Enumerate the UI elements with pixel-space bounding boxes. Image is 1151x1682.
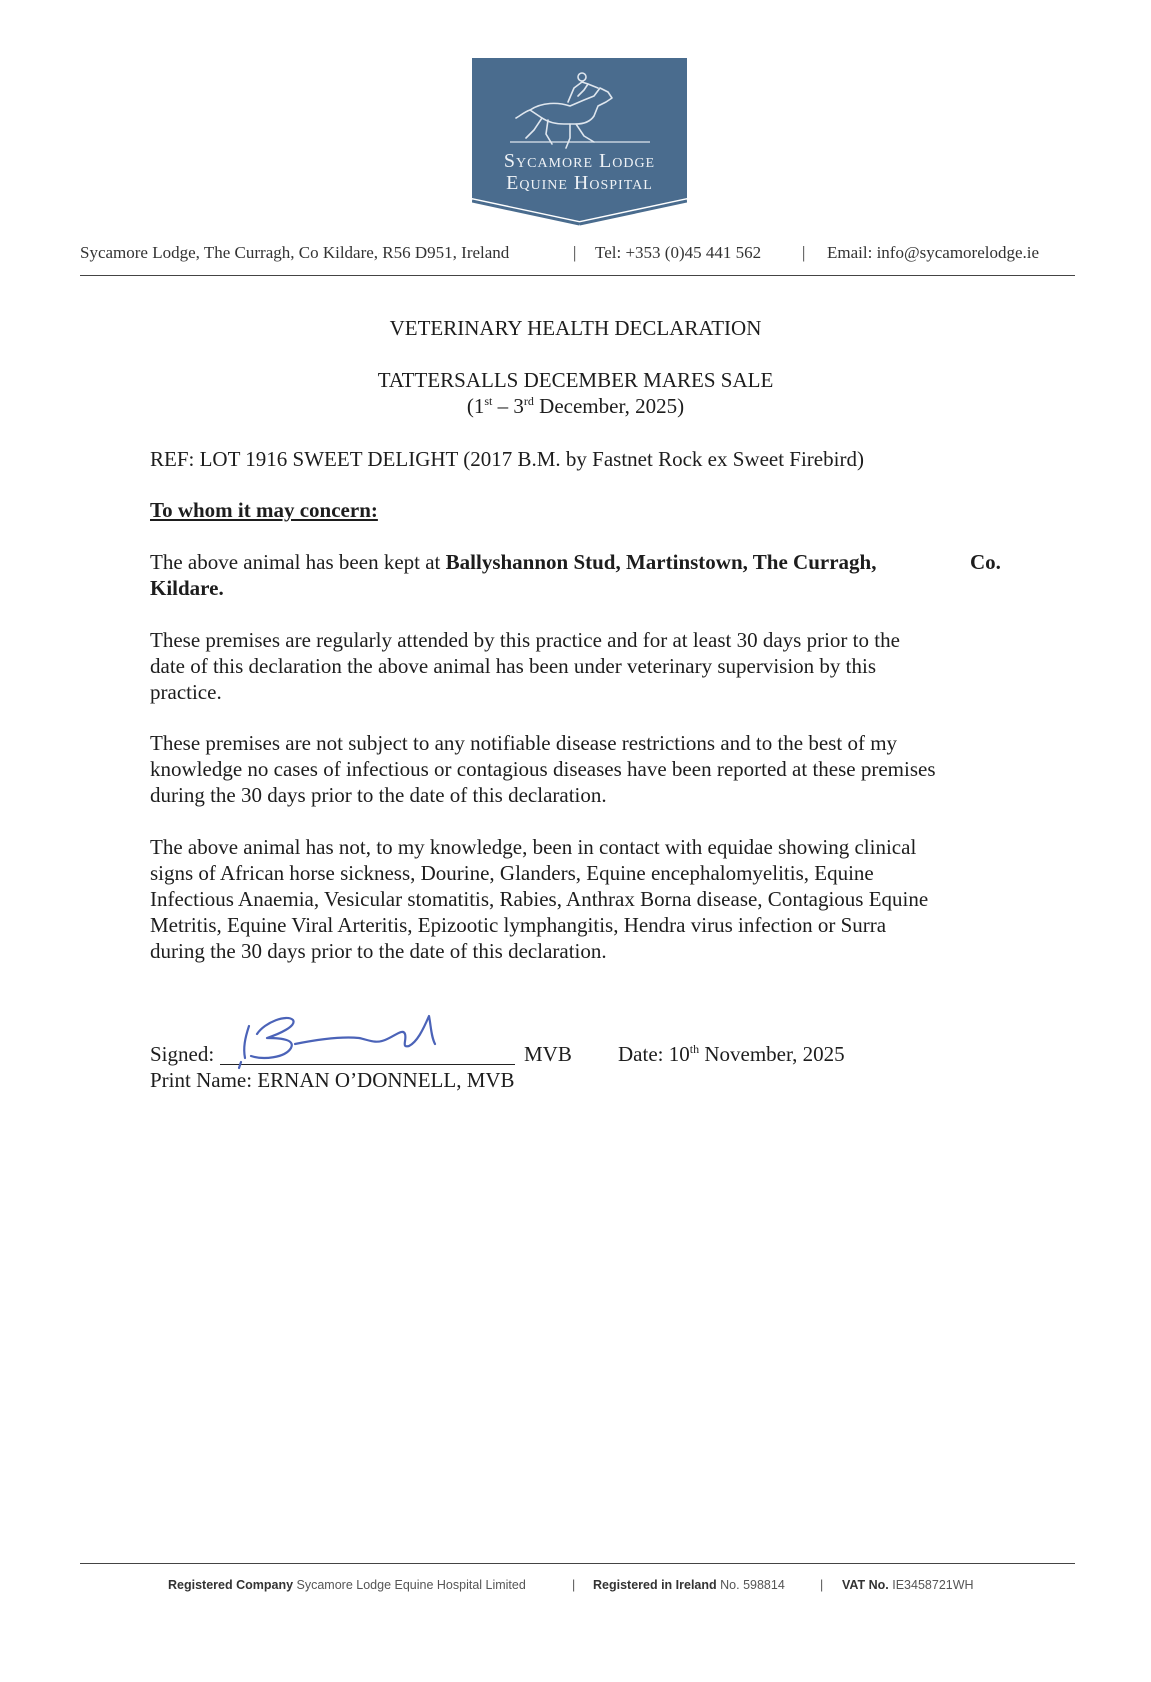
premises-place-line-2: Kildare. [150, 576, 224, 600]
handwritten-signature [235, 1000, 465, 1070]
registration-footer [80, 1578, 1075, 1598]
paragraph-line: Metritis, Equine Viral Arteritis, Epizootic lymphangitis, Hendra virus infection or Surra [150, 913, 887, 937]
print-name: Print Name: ERNAN O’DONNELL, MVB [150, 1068, 515, 1092]
footer-company [168, 1578, 526, 1592]
paragraph-line: knowledge no cases of infectious or contagious diseases have been reported at these premises [150, 757, 936, 781]
paragraph-line: These premises are regularly attended by this practice and for at least 30 days prior to the [150, 628, 900, 652]
footer-company-value: Sycamore Lodge Equine Hospital Limited [296, 1578, 526, 1592]
sale-dates [0, 393, 1151, 419]
sale-dates-rest: December, 2025) [533, 394, 685, 418]
paragraph-line: signs of African horse sickness, Dourine, Glanders, Equine encephalomyelitis, Equine [150, 861, 874, 885]
footer-registration-label: Registered in Ireland [593, 1578, 717, 1592]
sale-dates-end: – 3 [492, 394, 524, 418]
header-divider [80, 275, 1075, 276]
document-title: VETERINARY HEALTH DECLARATION [389, 316, 762, 340]
logo-background [472, 58, 687, 226]
paragraph-line: practice. [150, 680, 222, 704]
letterhead-phone: Tel: +353 (0)45 441 562 [595, 243, 762, 262]
sale-dates-end-suffix: rd [523, 394, 534, 408]
paragraph-line: date of this declaration the above animal has been under veterinary supervision by this [150, 654, 877, 678]
disease-restrictions-paragraph [150, 730, 936, 808]
date-rest: November, 2025 [699, 1042, 845, 1066]
logo-line-1: Sycamore Lodge [503, 150, 656, 172]
sale-dates-open: (1 [466, 394, 485, 418]
paragraph-line: during the 30 days prior to the date of this declaration. [150, 939, 607, 963]
premises-county: Co. [970, 550, 1001, 574]
footer-vat [842, 1578, 974, 1592]
letterhead-separator: | [573, 243, 577, 262]
letterhead-address: Sycamore Lodge, The Curragh, Co Kildare, R56 D951, Ireland [80, 243, 510, 262]
logo-line-2: Equine Hospital [506, 172, 653, 194]
paragraph-line: These premises are not subject to any notifiable disease restrictions and to the best of my [150, 731, 898, 755]
date-label: Date: 10 [618, 1042, 690, 1066]
premises-paragraph [150, 549, 876, 575]
premises-lead: The above animal has been kept at [150, 550, 446, 574]
footer-company-label: Registered Company [168, 1578, 294, 1592]
footer-vat-label: VAT No. [842, 1578, 889, 1592]
premises-place: Ballyshannon Stud, Martinstown, The Curragh, [445, 550, 877, 574]
salutation: To whom it may concern: [150, 498, 378, 522]
letterhead-contact-bar [80, 243, 1075, 269]
footer-vat-value: IE3458721WH [892, 1578, 974, 1592]
footer-registration-value: No. 598814 [720, 1578, 785, 1592]
lot-reference: REF: LOT 1916 SWEET DELIGHT (2017 B.M. by Fastnet Rock ex Sweet Firebird) [150, 447, 864, 471]
sale-name: TATTERSALLS DECEMBER MARES SALE [377, 368, 774, 392]
letterhead-separator: | [802, 243, 806, 262]
letterhead-email: Email: info@sycamorelodge.ie [827, 243, 1040, 262]
signatory-qualification: MVB [524, 1042, 572, 1066]
hospital-logo [472, 58, 687, 226]
paragraph-line: Infectious Anaemia, Vesicular stomatitis, Rabies, Anthrax Borna disease, Contagious Equine [150, 887, 929, 911]
footer-registration [593, 1578, 785, 1592]
signed-label: Signed: [150, 1042, 215, 1066]
footer-separator: | [572, 1578, 576, 1592]
paragraph-line: The above animal has not, to my knowledge, been in contact with equidae showing clinical [150, 835, 917, 859]
contact-with-equidae-paragraph [150, 834, 928, 964]
sale-dates-start-suffix: st [484, 394, 493, 408]
paragraph-line: during the 30 days prior to the date of this declaration. [150, 783, 607, 807]
footer-separator: | [820, 1578, 824, 1592]
footer-divider [80, 1563, 1075, 1564]
declaration-date [618, 1041, 845, 1067]
supervision-paragraph [150, 627, 900, 705]
date-suffix: th [689, 1042, 700, 1056]
